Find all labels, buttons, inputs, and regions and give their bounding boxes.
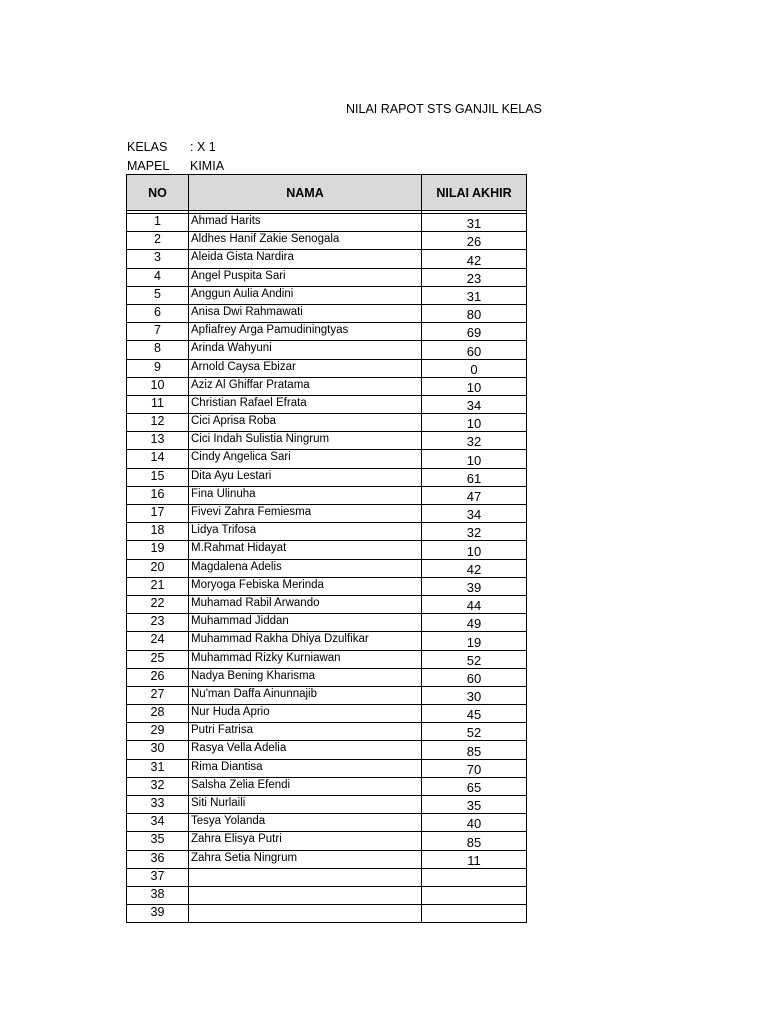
- student-name-cell: [189, 905, 422, 923]
- table-row: [127, 705, 527, 723]
- row-number-cell: 30: [127, 741, 189, 759]
- student-name-cell: Nu'man Daffa Ainunnajib: [189, 686, 422, 704]
- table-row: [127, 286, 527, 304]
- table-row: [127, 468, 527, 486]
- column-header-no: NO: [127, 175, 189, 211]
- student-name-cell: Fivevi Zahra Femiesma: [189, 505, 422, 523]
- row-number-cell: 5: [127, 286, 189, 304]
- table-row: [127, 268, 527, 286]
- table-row: [127, 850, 527, 868]
- table-row: [127, 395, 527, 413]
- row-number-cell: 3: [127, 250, 189, 268]
- final-score-cell: 60: [422, 341, 527, 359]
- final-score-cell: 34: [422, 505, 527, 523]
- row-number-cell: 17: [127, 505, 189, 523]
- row-number-cell: 14: [127, 450, 189, 468]
- table-row: [127, 232, 527, 250]
- row-number-cell: 39: [127, 905, 189, 923]
- student-name-cell: Putri Fatrisa: [189, 723, 422, 741]
- page-title: NILAI RAPOT STS GANJIL KELAS: [346, 102, 542, 116]
- table-row: [127, 632, 527, 650]
- final-score-cell: 32: [422, 432, 527, 450]
- row-number-cell: 18: [127, 523, 189, 541]
- final-score-cell: 60: [422, 668, 527, 686]
- row-number-cell: 35: [127, 832, 189, 850]
- table-row: [127, 323, 527, 341]
- table-row: [127, 868, 527, 886]
- row-number-cell: 26: [127, 668, 189, 686]
- student-name-cell: Anisa Dwi Rahmawati: [189, 304, 422, 322]
- student-name-cell: Muhamad Rabil Arwando: [189, 595, 422, 613]
- table-row: [127, 686, 527, 704]
- final-score-cell: 49: [422, 614, 527, 632]
- student-name-cell: Apfiafrey Arga Pamudiningtyas: [189, 323, 422, 341]
- final-score-cell: 69: [422, 323, 527, 341]
- final-score-cell: [422, 886, 527, 904]
- table-row: [127, 759, 527, 777]
- table-row: [127, 886, 527, 904]
- final-score-cell: 65: [422, 777, 527, 795]
- row-number-cell: 37: [127, 868, 189, 886]
- row-number-cell: 16: [127, 486, 189, 504]
- student-name-cell: Tesya Yolanda: [189, 814, 422, 832]
- final-score-cell: 10: [422, 450, 527, 468]
- table-row: [127, 796, 527, 814]
- table-row: [127, 814, 527, 832]
- student-name-cell: Salsha Zelia Efendi: [189, 777, 422, 795]
- row-number-cell: 9: [127, 359, 189, 377]
- row-number-cell: 4: [127, 268, 189, 286]
- student-name-cell: Zahra Setia Ningrum: [189, 850, 422, 868]
- row-number-cell: 19: [127, 541, 189, 559]
- final-score-cell: 42: [422, 559, 527, 577]
- row-number-cell: 13: [127, 432, 189, 450]
- row-number-cell: 31: [127, 759, 189, 777]
- student-name-cell: [189, 868, 422, 886]
- row-number-cell: 27: [127, 686, 189, 704]
- final-score-cell: 11: [422, 850, 527, 868]
- row-number-cell: 32: [127, 777, 189, 795]
- table-row: [127, 668, 527, 686]
- row-number-cell: 11: [127, 395, 189, 413]
- final-score-cell: 10: [422, 541, 527, 559]
- student-name-cell: Dita Ayu Lestari: [189, 468, 422, 486]
- grades-table: [126, 174, 527, 923]
- student-name-cell: Anggun Aulia Andini: [189, 286, 422, 304]
- student-name-cell: Magdalena Adelis: [189, 559, 422, 577]
- row-number-cell: 15: [127, 468, 189, 486]
- row-number-cell: 8: [127, 341, 189, 359]
- student-name-cell: Moryoga Febiska Merinda: [189, 577, 422, 595]
- table-header-row: [127, 175, 527, 211]
- student-name-cell: Cici Aprisa Roba: [189, 414, 422, 432]
- row-number-cell: 34: [127, 814, 189, 832]
- final-score-cell: [422, 905, 527, 923]
- table-row: [127, 486, 527, 504]
- student-name-cell: Arinda Wahyuni: [189, 341, 422, 359]
- student-name-cell: Cindy Angelica Sari: [189, 450, 422, 468]
- table-row: [127, 432, 527, 450]
- student-name-cell: Aleida Gista Nardira: [189, 250, 422, 268]
- final-score-cell: [422, 868, 527, 886]
- table-row: [127, 304, 527, 322]
- final-score-cell: 35: [422, 796, 527, 814]
- table-row: [127, 614, 527, 632]
- student-name-cell: Christian Rafael Efrata: [189, 395, 422, 413]
- final-score-cell: 42: [422, 250, 527, 268]
- row-number-cell: 24: [127, 632, 189, 650]
- final-score-cell: 85: [422, 832, 527, 850]
- final-score-cell: 52: [422, 650, 527, 668]
- final-score-cell: 0: [422, 359, 527, 377]
- student-name-cell: Muhammad Rakha Dhiya Dzulfikar: [189, 632, 422, 650]
- student-name-cell: Nadya Bening Kharisma: [189, 668, 422, 686]
- final-score-cell: 32: [422, 523, 527, 541]
- table-row: [127, 505, 527, 523]
- row-number-cell: 6: [127, 304, 189, 322]
- row-number-cell: 22: [127, 595, 189, 613]
- student-name-cell: Arnold Caysa Ebizar: [189, 359, 422, 377]
- table-row: [127, 450, 527, 468]
- row-number-cell: 25: [127, 650, 189, 668]
- table-row: [127, 541, 527, 559]
- final-score-cell: 10: [422, 377, 527, 395]
- mapel-value: KIMIA: [190, 159, 225, 173]
- final-score-cell: 26: [422, 232, 527, 250]
- kelas-value: : X 1: [190, 140, 216, 154]
- row-number-cell: 28: [127, 705, 189, 723]
- row-number-cell: 23: [127, 614, 189, 632]
- final-score-cell: 61: [422, 468, 527, 486]
- student-name-cell: Fina Ulinuha: [189, 486, 422, 504]
- final-score-cell: 10: [422, 414, 527, 432]
- table-row: [127, 359, 527, 377]
- student-name-cell: Cici Indah Sulistia Ningrum: [189, 432, 422, 450]
- table-row: [127, 723, 527, 741]
- table-row: [127, 523, 527, 541]
- final-score-cell: 45: [422, 705, 527, 723]
- student-name-cell: Aldhes Hanif Zakie Senogala: [189, 232, 422, 250]
- final-score-cell: 44: [422, 595, 527, 613]
- row-number-cell: 38: [127, 886, 189, 904]
- student-name-cell: Aziz Al Ghiffar Pratama: [189, 377, 422, 395]
- student-name-cell: Ahmad Harits: [189, 214, 422, 232]
- table-row: [127, 377, 527, 395]
- row-number-cell: 1: [127, 214, 189, 232]
- row-number-cell: 21: [127, 577, 189, 595]
- table-row: [127, 650, 527, 668]
- row-number-cell: 10: [127, 377, 189, 395]
- table-row: [127, 214, 527, 232]
- final-score-cell: 34: [422, 395, 527, 413]
- final-score-cell: 47: [422, 486, 527, 504]
- table-row: [127, 414, 527, 432]
- table-row: [127, 341, 527, 359]
- final-score-cell: 31: [422, 214, 527, 232]
- table-row: [127, 250, 527, 268]
- row-number-cell: 2: [127, 232, 189, 250]
- student-name-cell: Rima Diantisa: [189, 759, 422, 777]
- table-row: [127, 595, 527, 613]
- student-name-cell: M.Rahmat Hidayat: [189, 541, 422, 559]
- student-name-cell: Rasya Vella Adelia: [189, 741, 422, 759]
- final-score-cell: 39: [422, 577, 527, 595]
- final-score-cell: 80: [422, 304, 527, 322]
- table-row: [127, 577, 527, 595]
- student-name-cell: Nur Huda Aprio: [189, 705, 422, 723]
- mapel-label: MAPEL: [127, 159, 170, 173]
- row-number-cell: 29: [127, 723, 189, 741]
- row-number-cell: 33: [127, 796, 189, 814]
- final-score-cell: 85: [422, 741, 527, 759]
- kelas-label: KELAS: [127, 140, 168, 154]
- final-score-cell: 31: [422, 286, 527, 304]
- table-row: [127, 905, 527, 923]
- table-row: [127, 741, 527, 759]
- final-score-cell: 70: [422, 759, 527, 777]
- row-number-cell: 36: [127, 850, 189, 868]
- student-name-cell: Zahra Elisya Putri: [189, 832, 422, 850]
- student-name-cell: Muhammad Jiddan: [189, 614, 422, 632]
- row-number-cell: 12: [127, 414, 189, 432]
- final-score-cell: 19: [422, 632, 527, 650]
- table-row: [127, 832, 527, 850]
- student-name-cell: Angel Puspita Sari: [189, 268, 422, 286]
- student-name-cell: Muhammad Rizky Kurniawan: [189, 650, 422, 668]
- column-header-nama: NAMA: [189, 175, 422, 211]
- student-name-cell: [189, 886, 422, 904]
- column-header-nilai: NILAI AKHIR: [422, 175, 527, 211]
- student-name-cell: Siti Nurlaili: [189, 796, 422, 814]
- student-name-cell: Lidya Trifosa: [189, 523, 422, 541]
- final-score-cell: 52: [422, 723, 527, 741]
- row-number-cell: 20: [127, 559, 189, 577]
- final-score-cell: 40: [422, 814, 527, 832]
- final-score-cell: 30: [422, 686, 527, 704]
- table-row: [127, 559, 527, 577]
- row-number-cell: 7: [127, 323, 189, 341]
- table-row: [127, 777, 527, 795]
- final-score-cell: 23: [422, 268, 527, 286]
